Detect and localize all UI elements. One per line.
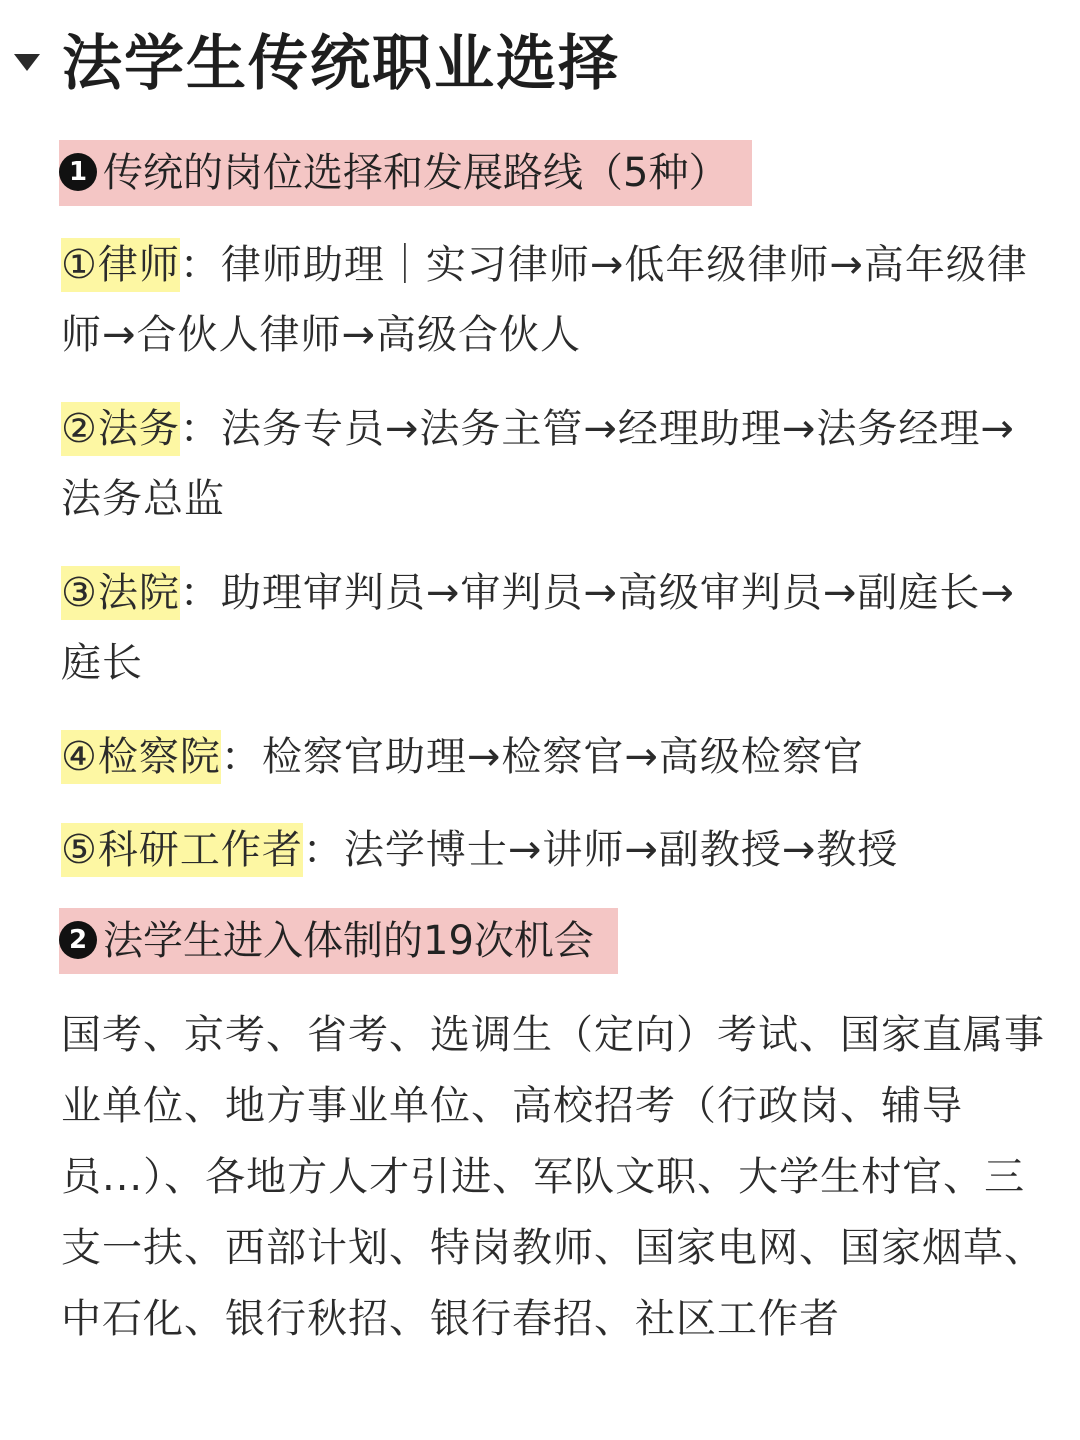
career-path: 法学博士→讲师→副教授→教授 [343,827,899,873]
role-name: 科研工作者 [97,827,303,873]
item-marker: ③ [61,570,98,616]
career-item-court [61,558,1046,698]
opportunities-paragraph: 国考、京考、省考、选调生（定向）考试、国家直属事业单位、地方事业单位、高校招考（行政岗、辅导员...）、各地方人才引进、军队文职、大学生村官、三支一扶、西部计划、特岗教师、国家电网、国家烟草、中石化、银行秋招、银行春招、社区工作者 [61,1012,1045,1342]
career-item-lawyer [61,230,1046,370]
item-separator: ： [220,734,262,780]
item-separator: ： [179,570,221,616]
career-item-researcher [61,815,1046,885]
section-2-number-badge: 2 [59,921,97,959]
career-path: 法务专员→法务主管→经理助理→法务经理→法务总监 [61,406,1015,522]
role-name: 法院 [97,570,180,616]
section-1-number-badge: 1 [59,153,97,191]
item-marker: ⑤ [61,827,98,873]
role-name: 检察院 [97,734,221,780]
career-path: 检察官助理→检察官→高级检察官 [261,734,864,780]
item-marker: ② [61,406,98,452]
role-highlight [61,402,180,456]
page-title: 法学生传统职业选择 [62,29,620,99]
item-separator: ： [179,242,221,288]
role-highlight [61,823,303,877]
role-highlight [61,238,180,292]
career-item-procuratorate [61,722,1046,792]
title-row [14,14,620,104]
section-2-label: 法学生进入体制的19次机会 [103,918,594,964]
item-separator: ： [179,406,221,452]
career-item-corporate-legal [61,394,1046,534]
section-1-header [59,140,752,206]
career-path: 助理审判员→审判员→高级审判员→副庭长→庭长 [61,570,1015,686]
role-name: 律师 [97,242,180,288]
collapse-toggle-icon[interactable] [14,54,40,71]
item-marker: ① [61,242,98,288]
role-highlight [61,730,221,784]
role-highlight [61,566,180,620]
item-marker: ④ [61,734,98,780]
section-2-header [59,908,618,974]
role-name: 法务 [97,406,180,452]
section-1-label: 传统的岗位选择和发展路线（5种） [103,150,729,196]
career-path: 律师助理｜实习律师→低年级律师→高年级律师→合伙人律师→高级合伙人 [61,242,1028,358]
item-separator: ： [302,827,344,873]
